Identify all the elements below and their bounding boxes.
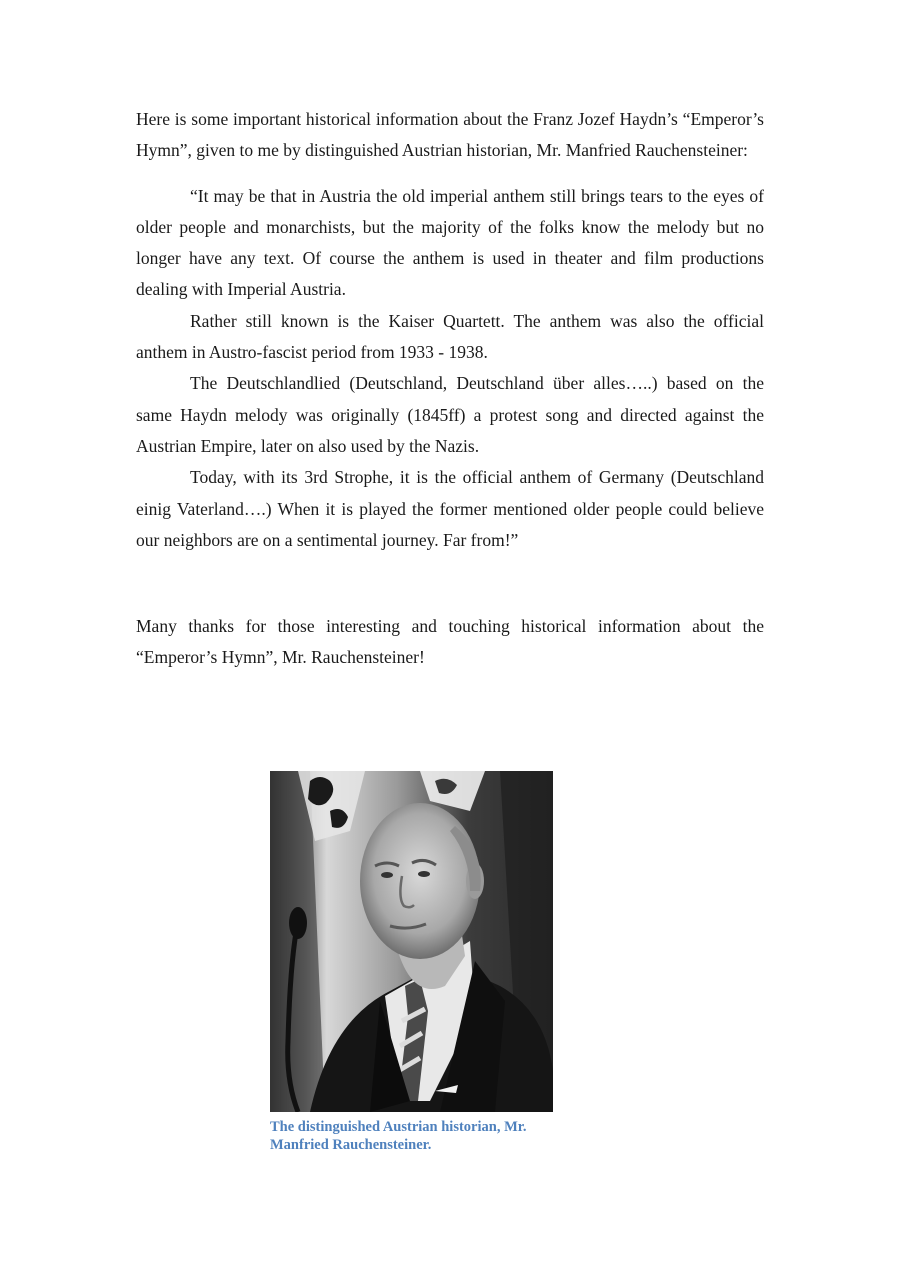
quote-paragraph-3: The Deutschlandlied (Deutschland, Deutschland über alles…..) based on the same Haydn melody was originally (1845ff) a protest song and directed against the Austrian Empire, later on also used by the Nazis. [136,373,764,456]
figure [270,771,554,1154]
portrait-photo [270,771,553,1112]
quote-paragraph-4: Today, with its 3rd Strophe, it is the official anthem of Germany (Deutschland einig Vaterland….) When it is played the former mentioned older people could believe our neighbors are on a sentimental journey. Far from!” [136,467,764,550]
quote-paragraph-1: “It may be that in Austria the old imperial anthem still brings tears to the eyes of older people and monarchists, but the majority of the folks know the melody but no longer have any text. Of course the anthem is used in theater and film productions dealing with Imperial Austria. [136,185,764,300]
intro-paragraph: Here is some important historical information about the Franz Jozef Haydn’s “Emperor’s Hymn”, given to me by distinguished Austrian historian, Mr. Manfried Rauchensteiner: [136,109,764,161]
thanks-paragraph: Many thanks for those interesting and touching historical information about the “Emperor’s Hymn”, Mr. Rauchensteiner! [136,616,764,668]
document-body [136,104,764,674]
quote-paragraph-2: Rather still known is the Kaiser Quartett. The anthem was also the official anthem in Austro-fascist period from 1933 - 1938. [136,310,764,363]
photo-caption: The distinguished Austrian historian, Mr. Manfried Rauchensteiner. [270,1119,527,1153]
